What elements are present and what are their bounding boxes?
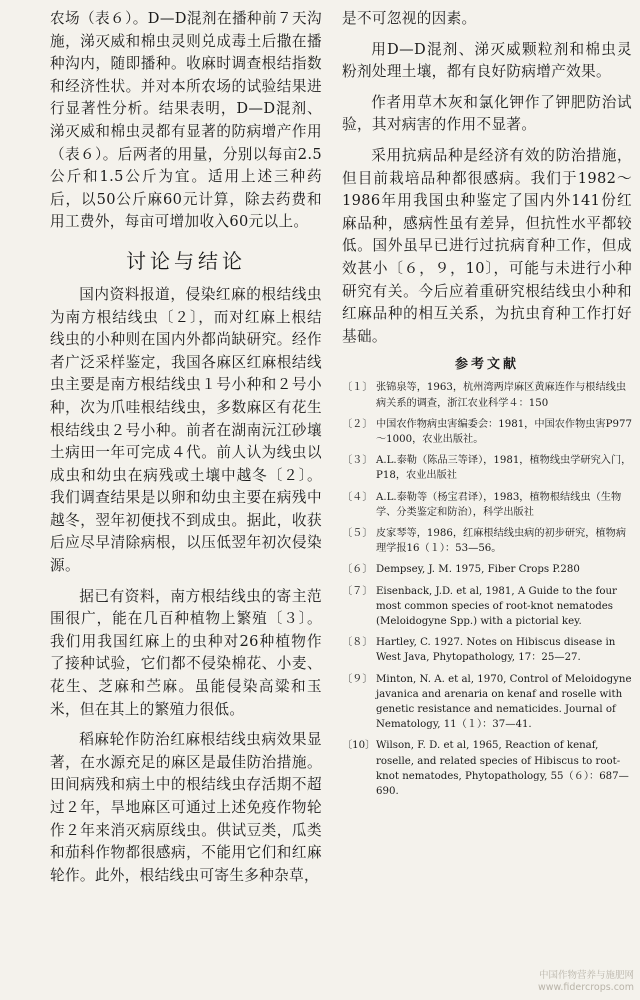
reference-item (342, 417, 632, 447)
discussion-paragraph-1: 国内资料报道，侵染红麻的根结线虫为南方根结线虫〔２〕，而对红麻上根结线虫的小种则在国内外都尚缺研究。经作者广泛采样鉴定，我国各麻区红麻根结线虫主要是南方根结线虫１号小种和２号小种，次为爪哇根结线虫，多数麻区有花生根结线虫２号小种。前者在湖南沅江砂壤土病田一年可完成４代。前人认为线虫以成虫和幼虫在病残或土壤中越冬〔２〕。我们调查结果是以卵和幼虫主要在病残中越冬，翌年初便找不到成虫。据此，收获后应尽早清除病根，以压低翌年初次侵染源。 (50, 285, 322, 575)
reference-number: 〔６〕 (342, 564, 373, 576)
reference-text: Minton, N. A. et al, 1970, Control of Meloidogyne javanica and arenaria on kenaf and roselle with genetic resistance and nematicides. Journal of Nematology, 11（１）：37—41. (376, 673, 632, 731)
reference-number: 〔４〕 (342, 491, 373, 503)
intro-paragraph: 农场（表６）。D—D混剂在播种前７天沟施，涕灭威和棉虫灵则兑成毒土后撒在播种沟内，随即播种。收麻时调查根结指数和经济性状。并对本所农场的试验结果进行显著性分析。结果表明，D—D混剂、涕灭威和棉虫灵都有显著的防病增产作用（表６）。后两者的用量，分别以每亩2.5公斤和1.5公斤为宜。适用上述三种药后，以50公斤麻60元计算，除去药费和用工费外，每亩可增加收入60元以上。 (50, 10, 322, 231)
reference-text: Hartley, C. 1927. Notes on Hibiscus disease in West Java, Phytopathology, 17：25—27. (376, 637, 616, 664)
reference-number: 〔10〕 (342, 740, 376, 752)
watermark-line-2: www.fidercrops.com (537, 982, 634, 993)
conclusion-paragraph-3: 采用抗病品种是经济有效的防治措施，但目前栽培品种都很感病。我们于1982～1986年用我国虫种鉴定了国内外141份红麻品种，感病性虽有差异，但抗性水平都较低。国外虽早已进行过抗病育种工作，但成效甚小〔６，９，10〕，可能与未进行小种研究有关。今后应着重研究根结线虫小种和红麻品种的相互关系，为抗虫育种工作打好基础。 (342, 146, 632, 345)
reference-number: 〔７〕 (342, 585, 373, 597)
reference-text: 中国农作物病虫害编委会：1981，中国农作物虫害P977～1000，农业出版社。 (376, 418, 632, 445)
reference-item (342, 635, 632, 665)
reference-item (342, 672, 632, 733)
reference-number: 〔５〕 (342, 527, 373, 539)
reference-number: 〔３〕 (342, 455, 373, 467)
continued-paragraph: 是不可忽视的因素。 (342, 10, 477, 27)
references-title: 参考文献 (454, 357, 519, 373)
reference-number: 〔８〕 (342, 637, 373, 649)
reference-text: 皮家琴等，1986，红麻根结线虫病的初步研究，植物病理学报16（１）：53—56。 (376, 527, 627, 555)
reference-item (342, 490, 632, 520)
right-column (342, 8, 632, 805)
reference-item (342, 453, 632, 483)
reference-item (342, 584, 632, 630)
references-list (342, 380, 632, 799)
reference-number: 〔９〕 (342, 673, 373, 685)
left-column (50, 8, 322, 887)
watermark-line-1: 中国作物营养与施肥网 (538, 970, 634, 981)
reference-number: 〔２〕 (342, 418, 373, 430)
reference-number: 〔１〕 (342, 382, 373, 394)
reference-text: Dempsey, J. M. 1975, Fiber Crops P.280 (376, 564, 580, 576)
discussion-paragraph-2: 据已有资料，南方根结线虫的寄主范围很广，能在几百种植物上繁殖〔３〕。我们用我国红麻上的虫种对26种植物作了接种试验，它们都不侵染棉花、小麦、花生、芝麻和苎麻。虽能侵染高粱和玉米，但在其上的繁殖力很低。 (50, 587, 322, 718)
section-title: 讨论与结论 (126, 248, 246, 273)
reference-text: Eisenback, J.D. et al, 1981, A Guide to the four most common species of root-knot nematodes (Meloidogyne Spp.) with a pictorial key. (376, 585, 617, 627)
reference-text: Wilson, F. D. et al, 1965, Reaction of kenaf, roselle, and related species of Hibiscus to root-knot nematodes, Phytopathology, 55（６）：687—690. (376, 740, 629, 797)
site-watermark (538, 970, 634, 994)
reference-item (342, 562, 632, 577)
conclusion-paragraph-2: 作者用草木灰和氯化钾作了钾肥防治试验，其对病害的作用不显著。 (342, 93, 632, 134)
discussion-paragraph-3: 稻麻轮作防治红麻根结线虫病效果显著，在水源充足的麻区是最佳防治措施。田间病残和病土中的根结线虫存活期不超过２年，旱地麻区可通过上述免疫作物轮作２年来消灭病原线虫。供试豆类，瓜类和茄科作物都很感病，不能用它们和红麻轮作。此外，根结线虫可寄生多种杂草， (50, 731, 322, 884)
conclusion-paragraph-1: 用D—D混剂、涕灭威颗粒剂和棉虫灵粉剂处理土壤，都有良好防病增产效果。 (342, 40, 632, 81)
reference-item (342, 380, 632, 410)
reference-text: A.L.泰勒（陈品三等译），1981，植物线虫学研究入门，P18，农业出版社 (376, 455, 632, 482)
reference-item (342, 526, 632, 556)
reference-text: 张锦泉等，1963，杭州湾两岸麻区黄麻连作与根结线虫病关系的调查，浙江农业科学４：150 (376, 382, 627, 409)
reference-item (342, 738, 632, 799)
reference-text: A.L.泰勒等（杨宝君译），1983，植物根结线虫（生物学、分类鉴定和防治），科学出版社 (376, 491, 622, 518)
